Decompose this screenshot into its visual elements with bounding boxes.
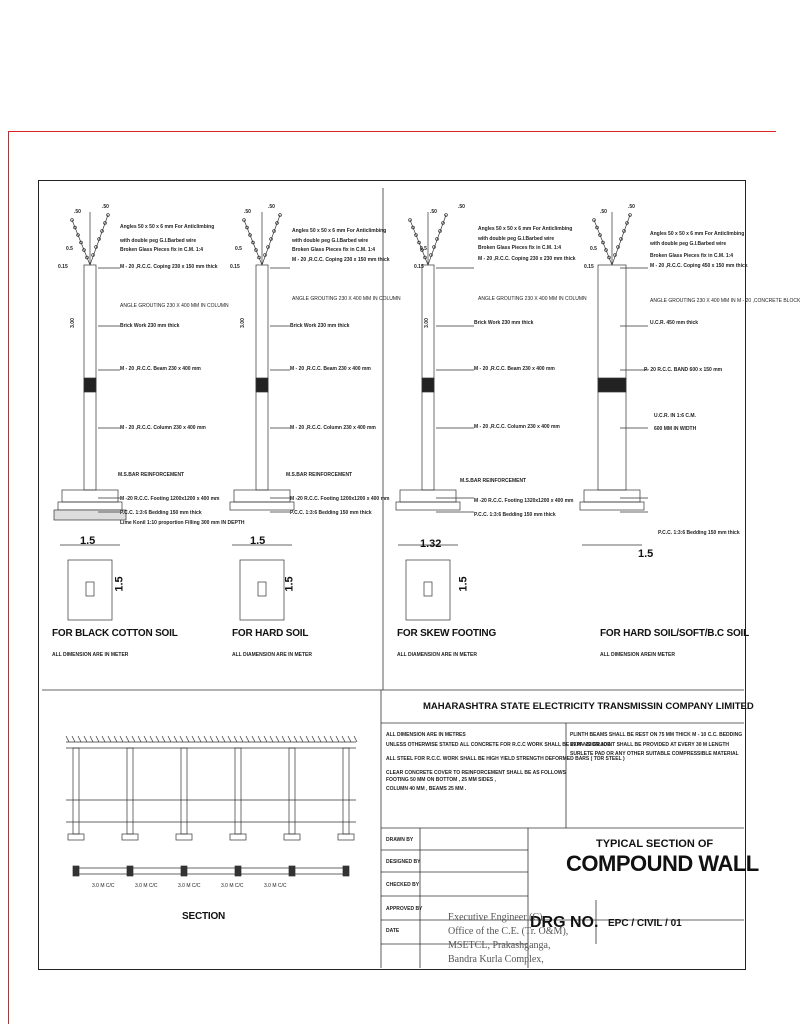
- section-title: SECTION: [182, 911, 226, 922]
- drawn-by-label: DRAWN BY: [386, 837, 414, 843]
- rcc-beam: [84, 378, 96, 392]
- p3-label-2: Broken Glass Pieces fix in C.M. 1:4: [478, 245, 562, 251]
- rcc-beam: [256, 378, 268, 392]
- p3-label-10: P.C.C. 1:3:6 Bedding 150 mm thick: [474, 512, 556, 518]
- note-left-3: CLEAR CONCRETE COVER TO REINFORCEMENT SHALL BE AS FOLLOWS: [386, 770, 566, 776]
- glass-pieces: [282, 736, 285, 742]
- p1-label-6: M - 20 ,R.C.C. Beam 230 x 400 mm: [120, 366, 201, 372]
- dim-height-1: 3.00: [69, 318, 76, 328]
- wall-stem: [598, 265, 626, 490]
- anticlimb-angle: [72, 212, 108, 265]
- dim-side-a-1: 0.5: [66, 246, 73, 252]
- footing: [400, 490, 456, 502]
- p1-label-5: Brick Work 230 mm thick: [120, 323, 180, 329]
- glass-pieces: [324, 736, 327, 742]
- p4-label-7: U.C.R. IN 1:6 C.M.: [654, 413, 696, 419]
- glass-pieces: [258, 736, 261, 742]
- dim-top-b-1: .50: [102, 204, 109, 210]
- glass-pieces: [114, 736, 117, 742]
- plan-column: [289, 866, 295, 876]
- p1-label-1: with double peg G.I.Barbed wire: [120, 238, 197, 244]
- glass-pieces: [276, 736, 279, 742]
- p2-label-6: M - 20 ,R.C.C. Beam 230 x 400 mm: [290, 366, 371, 372]
- column-plan: [258, 582, 266, 596]
- glass-pieces: [102, 736, 105, 742]
- pcc-bed: [580, 502, 644, 510]
- plan-column: [127, 866, 133, 876]
- column-plan: [86, 582, 94, 596]
- dim-side-1: 1.5: [113, 576, 126, 592]
- note-left-1: UNLESS OTHERWISE STATED ALL CONCRETE FOR R.C.C WORK SHALL BE IN M - 20 GRADE: [386, 742, 611, 748]
- glass-pieces: [336, 736, 339, 742]
- p3-label-4: ANGLE GROUTING 230 X 400 MM IN COLUMN: [478, 296, 587, 302]
- footing: [584, 490, 640, 502]
- glass-pieces: [240, 736, 243, 742]
- p2-label-0: Angles 50 x 50 x 6 mm For Anticlimbing: [292, 228, 387, 234]
- drg-no-label: DRG NO.: [530, 914, 599, 931]
- section-footing: [176, 834, 192, 840]
- anticlimb-angle: [594, 212, 630, 265]
- glass-pieces: [198, 736, 201, 742]
- glass-pieces: [192, 736, 195, 742]
- panel-note-1: ALL DIMENSION ARE IN METER: [52, 652, 129, 658]
- glass-pieces: [78, 736, 81, 742]
- wall-stem: [84, 265, 96, 490]
- p1-label-11: Lime Konil 1:10 proportion Filling 300 mm IN DEPTH: [120, 520, 245, 526]
- p2-label-8: M.S.BAR REINFORCEMENT: [286, 472, 353, 478]
- dim-height-3: 3.00: [423, 318, 430, 328]
- plan-column: [181, 866, 187, 876]
- dim-width-4: 1.5: [638, 548, 654, 560]
- dim-side-a-4: 0.5: [590, 246, 597, 252]
- section-column: [235, 748, 241, 834]
- panel-caption-skew: FOR SKEW FOOTING: [397, 628, 497, 639]
- dim-side-a-2: 0.5: [235, 246, 242, 252]
- glass-pieces: [96, 736, 99, 742]
- section-footing: [68, 834, 84, 840]
- glass-pieces: [354, 736, 357, 742]
- note-left-2: ALL STEEL FOR R.C.C. WORK SHALL BE HIGH YIELD STRENGTH DEFORMED BARS ( TOR STEEL ): [386, 756, 625, 762]
- dim-top-a-4: .50: [600, 209, 607, 215]
- dim-top-a-1: .50: [74, 209, 81, 215]
- glass-pieces: [180, 736, 183, 742]
- p1-label-8: M.S.BAR REINFORCEMENT: [118, 472, 185, 478]
- drg-no-value: EPC / CIVIL / 01: [608, 918, 682, 929]
- glass-pieces: [234, 736, 237, 742]
- wall-stem: [422, 265, 434, 490]
- approved-by-label: APPROVED BY: [386, 906, 423, 912]
- glass-pieces: [216, 736, 219, 742]
- glass-pieces: [228, 736, 231, 742]
- p3-label-8: M.S.BAR REINFORCEMENT: [460, 478, 527, 484]
- footing-plan: [68, 560, 112, 620]
- section-bay-1: 3.0 M C/C: [135, 883, 158, 889]
- glass-pieces: [300, 736, 303, 742]
- dim-top-a-2: .50: [244, 209, 251, 215]
- p3-label-9: M -20 R.C.C. Footing 1320x1200 x 400 mm: [474, 498, 574, 504]
- drawing-title-large: COMPOUND WALL: [566, 851, 759, 876]
- glass-pieces: [222, 736, 225, 742]
- note-left-4: FOOTING 50 MM ON BOTTOM , 25 MM SIDES ,: [386, 777, 496, 783]
- glass-pieces: [246, 736, 249, 742]
- dim-side-b-1: 0.15: [58, 264, 68, 270]
- p2-label-3: M - 20 ,R.C.C. Coping 230 x 150 mm thick: [292, 257, 390, 263]
- plan-column: [343, 866, 349, 876]
- glass-pieces: [144, 736, 147, 742]
- section-column: [181, 748, 187, 834]
- panel-caption-hard-soil: FOR HARD SOIL: [232, 628, 309, 639]
- note-left-0: ALL DIMENSION ARE IN METRES: [386, 732, 466, 738]
- glass-pieces: [252, 736, 255, 742]
- pcc-bed: [230, 502, 294, 510]
- p3-label-1: with double peg G.I.Barbed wire: [478, 236, 555, 242]
- p4-label-3: M - 20 ,R.C.C. Coping 450 x 150 mm thick: [650, 263, 748, 269]
- glass-pieces: [204, 736, 207, 742]
- p1-label-0: Angles 50 x 50 x 6 mm For Anticlimbing: [120, 224, 215, 230]
- p4-label-5: U.C.R. 450 mm thick: [650, 320, 699, 326]
- glass-pieces: [264, 736, 267, 742]
- dim-side-b-2: 0.15: [230, 264, 240, 270]
- section-bay-4: 3.0 M C/C: [264, 883, 287, 889]
- section-column: [127, 748, 133, 834]
- lime-filling: [54, 510, 126, 520]
- section-footing: [122, 834, 138, 840]
- stamp-line-3: Bandra Kurla Complex,: [448, 954, 544, 965]
- dim-width-2: 1.5: [250, 535, 266, 547]
- glass-pieces: [156, 736, 159, 742]
- stamp-line-2: MSETCL, Prakashganga,: [448, 940, 551, 951]
- p1-label-9: M -20 R.C.C. Footing 1200x1200 x 400 mm: [120, 496, 220, 502]
- glass-pieces: [150, 736, 153, 742]
- dim-side-3: 1.5: [457, 576, 470, 592]
- section-column: [73, 748, 79, 834]
- glass-pieces: [126, 736, 129, 742]
- p3-label-7: M - 20 ,R.C.C. Column 230 x 400 mm: [474, 424, 560, 430]
- footing: [62, 490, 118, 502]
- p2-label-7: M - 20 ,R.C.C. Column 230 x 400 mm: [290, 425, 376, 431]
- p1-label-3: M - 20 ,R.C.C. Coping 230 x 150 mm thick: [120, 264, 218, 270]
- p3-label-5: Brick Work 230 mm thick: [474, 320, 534, 326]
- section-bay-2: 3.0 M C/C: [178, 883, 201, 889]
- p2-label-4: ANGLE GROUTING 230 X 400 MM IN COLUMN: [292, 296, 401, 302]
- note-right-2: SURLETE PAD OR ANY OTHER SUITABLE COMPRESSIBLE MATERIAL: [570, 751, 739, 757]
- p2-label-5: Brick Work 230 mm thick: [290, 323, 350, 329]
- section-bay-3: 3.0 M C/C: [221, 883, 244, 889]
- glass-pieces: [168, 736, 171, 742]
- section-bay-0: 3.0 M C/C: [92, 883, 115, 889]
- glass-pieces: [318, 736, 321, 742]
- section-footing: [284, 834, 300, 840]
- dim-side-b-4: 0.15: [584, 264, 594, 270]
- footing: [234, 490, 290, 502]
- p1-label-4: ANGLE GROUTING 230 X 400 MM IN COLUMN: [120, 303, 229, 309]
- dim-side-b-3: 0.15: [414, 264, 424, 270]
- p4-label-0: Angles 50 x 50 x 6 mm For Anticlimbing: [650, 231, 745, 237]
- glass-pieces: [294, 736, 297, 742]
- dim-width-1: 1.5: [80, 535, 96, 547]
- wall-stem: [256, 265, 268, 490]
- p2-label-10: P.C.C. 1:3:6 Bedding 150 mm thick: [290, 510, 372, 516]
- glass-pieces: [174, 736, 177, 742]
- p3-label-0: Angles 50 x 50 x 6 mm For Anticlimbing: [478, 226, 573, 232]
- panel-caption-black-cotton: FOR BLACK COTTON SOIL: [52, 628, 178, 639]
- glass-pieces: [306, 736, 309, 742]
- approval-stamp: [448, 911, 568, 967]
- panel-caption-all-soil: FOR HARD SOIL/SOFT/B.C SOIL: [600, 628, 750, 639]
- section-column: [343, 748, 349, 834]
- dim-top-a-3: .50: [430, 209, 437, 215]
- dim-width-3: 1.32: [420, 538, 442, 550]
- plan-column: [235, 866, 241, 876]
- note-right-1: EXPANSION JOINT SHALL BE PROVIDED AT EVERY 30 M LENGTH: [570, 742, 730, 748]
- checked-by-label: CHECKED BY: [386, 882, 420, 888]
- p1-label-7: M - 20 ,R.C.C. Column 230 x 400 mm: [120, 425, 206, 431]
- glass-pieces: [72, 736, 75, 742]
- anticlimb-angle: [410, 212, 446, 265]
- panel-note-4: ALL DIMENSION AREIN METER: [600, 652, 676, 658]
- p3-label-3: M - 20 ,R.C.C. Coping 230 x 230 mm thick: [478, 256, 576, 262]
- glass-pieces: [270, 736, 273, 742]
- glass-pieces: [138, 736, 141, 742]
- glass-pieces: [90, 736, 93, 742]
- p2-label-1: with double peg G.I.Barbed wire: [292, 238, 369, 244]
- p4-label-4: ANGLE GROUTING 230 X 400 MM IN M - 20 ,CONCRETE BLOCK: [650, 298, 800, 304]
- glass-pieces: [84, 736, 87, 742]
- glass-pieces: [348, 736, 351, 742]
- rcc-beam: [422, 378, 434, 392]
- dim-top-b-2: .50: [268, 204, 275, 210]
- glass-pieces: [288, 736, 291, 742]
- dim-height-2: 3.00: [239, 318, 246, 328]
- dim-top-b-4: .50: [628, 204, 635, 210]
- glass-pieces: [210, 736, 213, 742]
- footing-plan: [406, 560, 450, 620]
- glass-pieces: [312, 736, 315, 742]
- p2-label-9: M -20 R.C.C. Footing 1200x1200 x 400 mm: [290, 496, 390, 502]
- stamp-line-1: Office of the C.E. (Tr. O&M),: [448, 926, 569, 937]
- p4-label-8: 600 MM IN WIDTH: [654, 426, 697, 432]
- drawing-title-small: TYPICAL SECTION OF: [596, 838, 714, 850]
- p3-label-6: M - 20 ,R.C.C. Beam 230 x 400 mm: [474, 366, 555, 372]
- stamp-line-0: Executive Engineer (C): [448, 912, 543, 923]
- dim-top-b-3: .50: [458, 204, 465, 210]
- glass-pieces: [66, 736, 69, 742]
- note-right-0: PLINTH BEAMS SHALL BE REST ON 75 MM THICK M - 10 C.C. BEDDING: [570, 732, 743, 738]
- dim-side-a-3: 0.5: [420, 246, 427, 252]
- p4-label-2: Broken Glass Pieces fix in C.M. 1:4: [650, 253, 734, 259]
- anticlimb-angle: [244, 212, 280, 265]
- rcc-beam: [598, 378, 626, 392]
- panel-note-3: ALL DIAMENSION ARE IN METER: [397, 652, 478, 658]
- designed-by-label: DESIGNED BY: [386, 859, 421, 865]
- pcc-bed: [58, 502, 122, 510]
- glass-pieces: [108, 736, 111, 742]
- glass-pieces: [186, 736, 189, 742]
- section-footing: [338, 834, 354, 840]
- column-plan: [424, 582, 432, 596]
- company-name: MAHARASHTRA STATE ELECTRICITY TRANSMISSIN COMPANY LIMITED: [423, 701, 754, 712]
- footing-plan: [240, 560, 284, 620]
- glass-pieces: [132, 736, 135, 742]
- dim-side-2: 1.5: [283, 576, 296, 592]
- pcc-bed: [396, 502, 460, 510]
- glass-pieces: [342, 736, 345, 742]
- p2-label-2: Broken Glass Pieces fix in C.M. 1:4: [292, 247, 376, 253]
- date-label: DATE: [386, 928, 400, 934]
- p4-label-6: P- 20 R.C.C. BAND 600 x 150 mm: [644, 367, 723, 373]
- p1-label-10: P.C.C. 1:3:6 Bedding 150 mm thick: [120, 510, 202, 516]
- note-left-5: COLUMN 40 MM , BEAMS 25 MM .: [386, 786, 467, 792]
- glass-pieces: [330, 736, 333, 742]
- p4-label-1: with double peg G.I.Barbed wire: [650, 241, 727, 247]
- panel-note-2: ALL DIAMENSION ARE IN METER: [232, 652, 313, 658]
- section-column: [289, 748, 295, 834]
- section-footing: [230, 834, 246, 840]
- p1-label-2: Broken Glass Pieces fix in C.M. 1:4: [120, 247, 204, 253]
- p4-label-9: P.C.C. 1:3:6 Bedding 150 mm thick: [658, 530, 740, 536]
- glass-pieces: [162, 736, 165, 742]
- glass-pieces: [120, 736, 123, 742]
- plan-column: [73, 866, 79, 876]
